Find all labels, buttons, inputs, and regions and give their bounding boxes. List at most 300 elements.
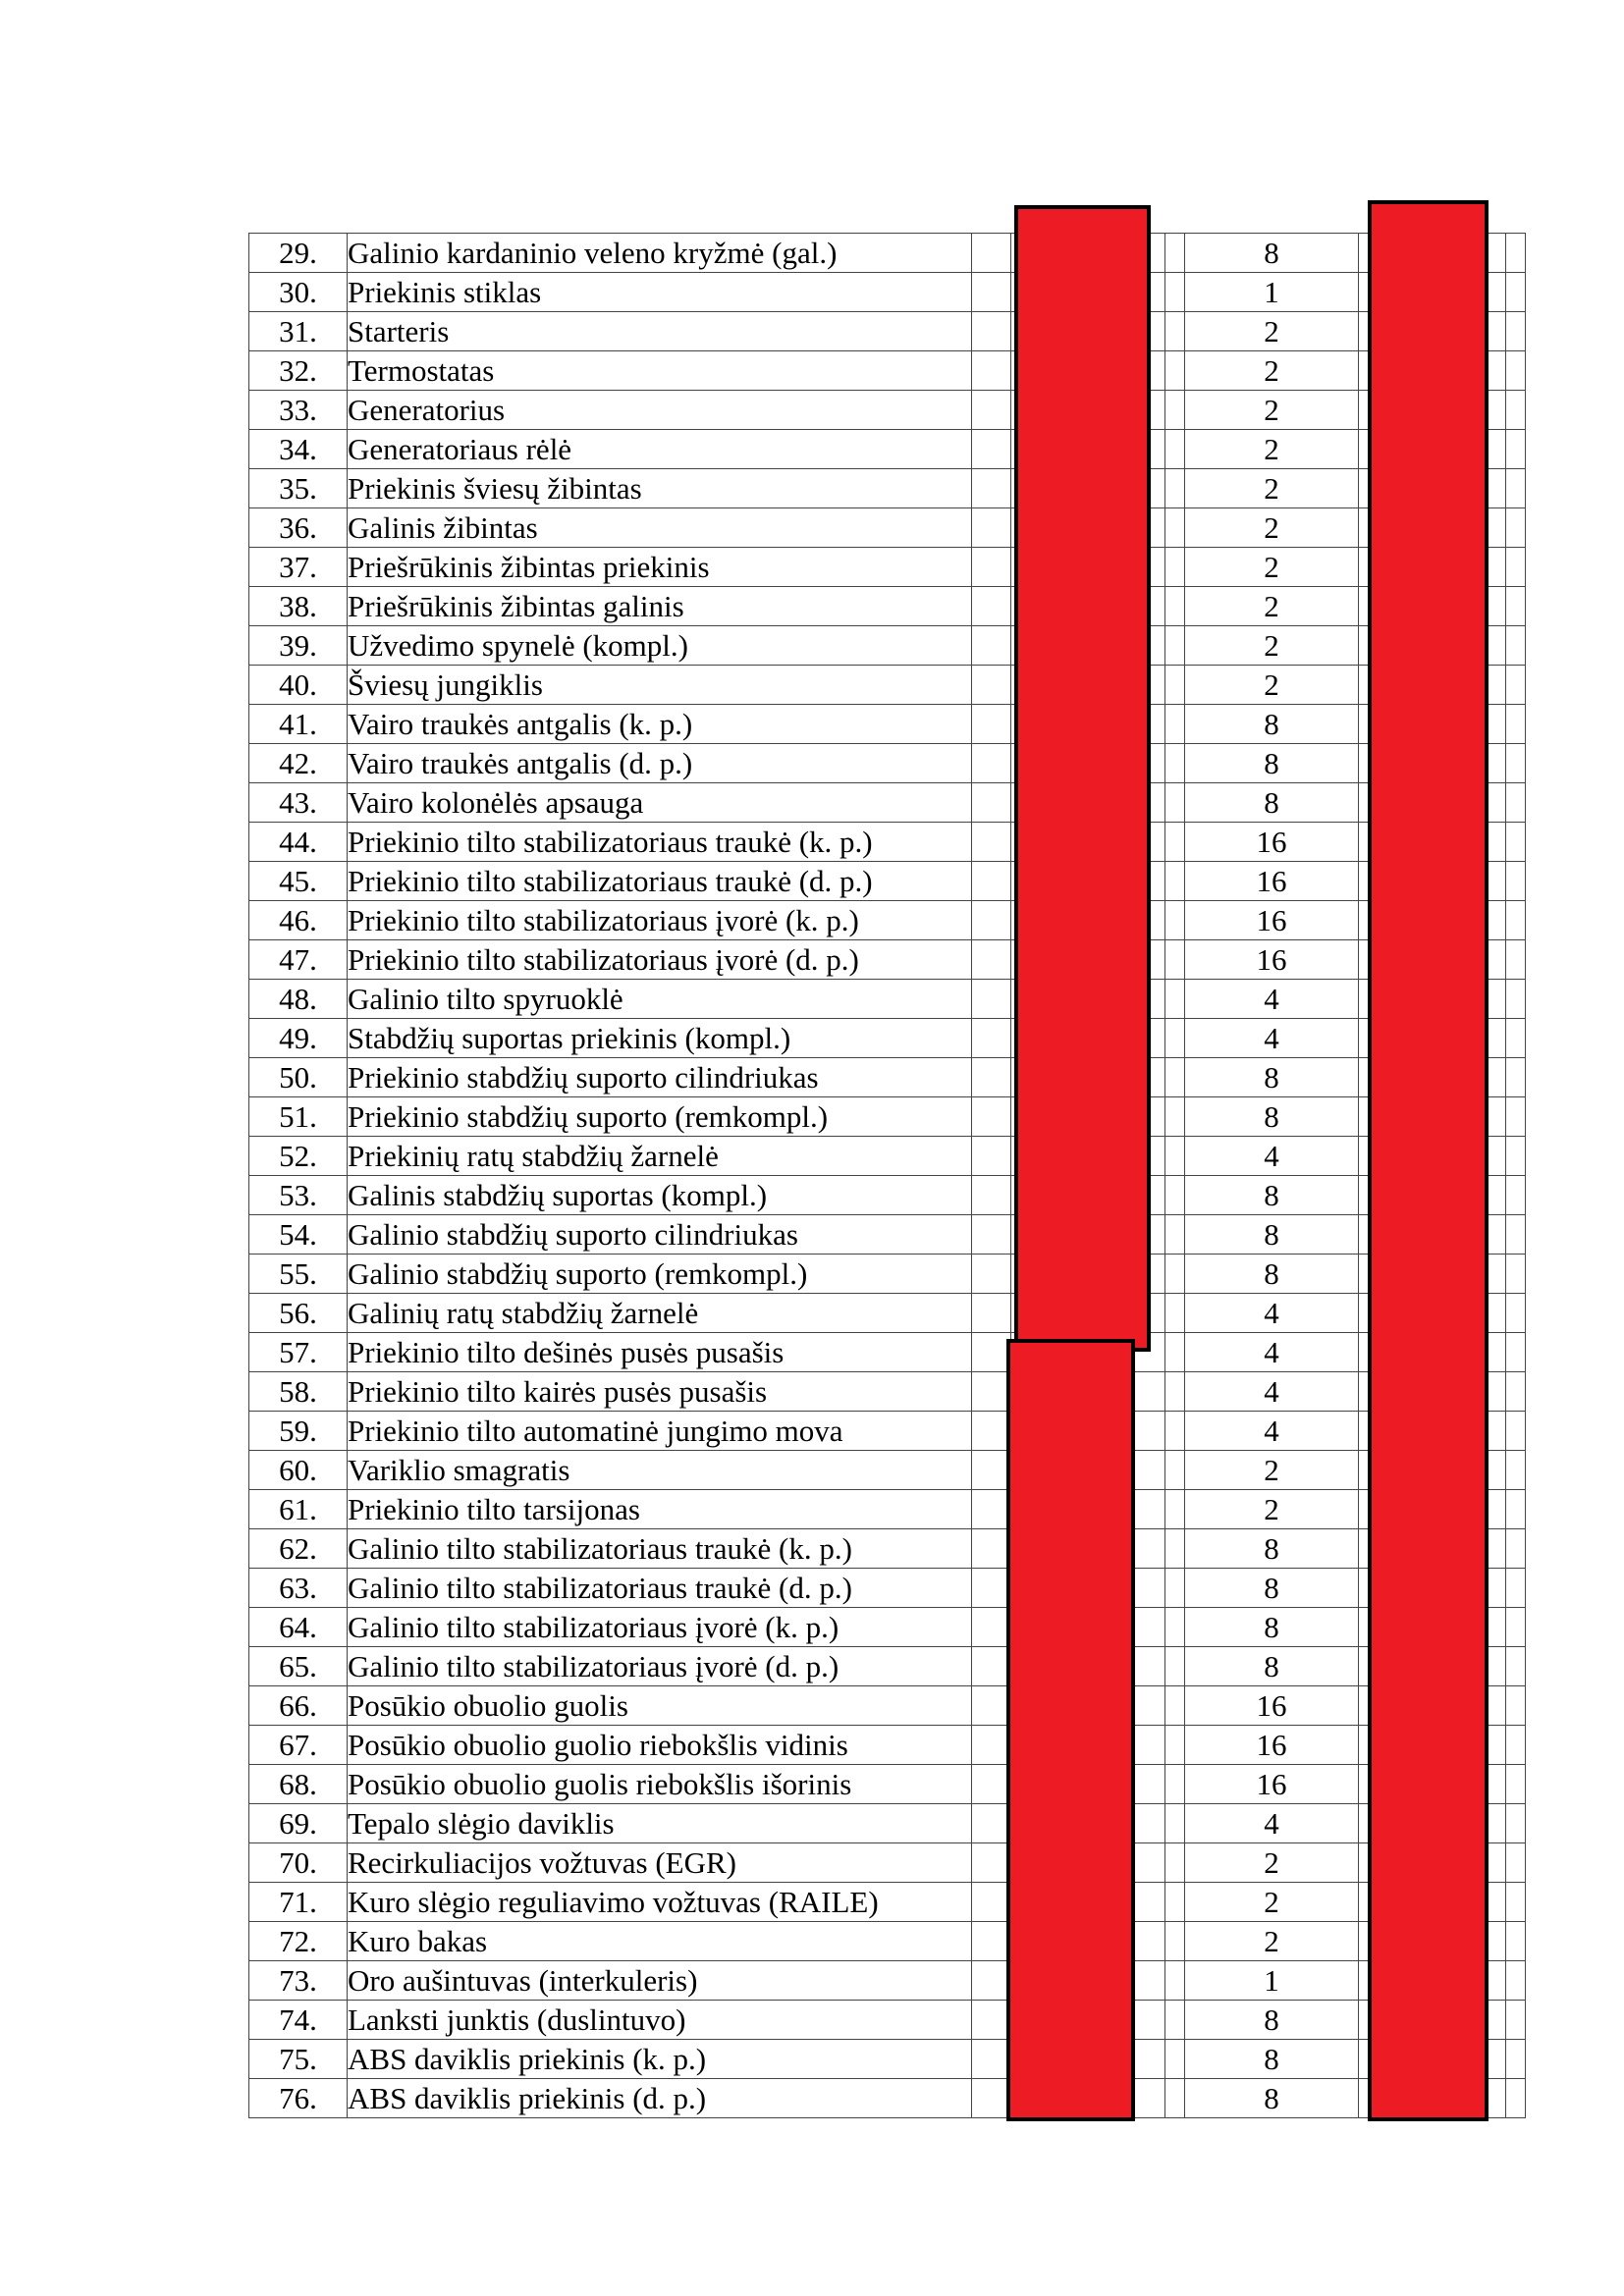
empty-cell [1165,783,1185,823]
empty-cell [1165,1412,1185,1451]
empty-cell [1165,2040,1185,2079]
empty-cell [1165,862,1185,901]
empty-cell [1165,234,1185,273]
empty-cell [1165,1726,1185,1765]
quantity: 16 [1185,862,1359,901]
empty-cell [1165,940,1185,980]
empty-cell [972,1412,1011,1451]
empty-cell [972,862,1011,901]
parts-table-body [249,234,1526,2118]
empty-cell [1165,980,1185,1019]
part-name: Priešrūkinis žibintas priekinis [348,548,972,587]
empty-cell [1506,1176,1526,1215]
part-name: Priekinio stabdžių suporto cilindriukas [348,1058,972,1097]
quantity: 2 [1185,351,1359,391]
empty-cell [1165,1137,1185,1176]
quantity: 8 [1185,1176,1359,1215]
row-number: 41. [249,705,348,744]
empty-cell [1506,430,1526,469]
empty-cell [972,548,1011,587]
table-row [249,1843,1526,1883]
part-name: Priekinio stabdžių suporto (remkompl.) [348,1097,972,1137]
quantity: 2 [1185,587,1359,626]
empty-cell [972,1490,1011,1529]
quantity: 2 [1185,312,1359,351]
quantity: 8 [1185,2079,1359,2118]
row-number: 37. [249,548,348,587]
empty-cell [1165,901,1185,940]
empty-cell [1165,1097,1185,1137]
empty-cell [1506,1019,1526,1058]
empty-cell [1506,1843,1526,1883]
empty-cell [972,1922,1011,1961]
row-number: 66. [249,1686,348,1726]
part-name: Recirkuliacijos vožtuvas (EGR) [348,1843,972,1883]
empty-cell [972,1176,1011,1215]
empty-cell [1165,1922,1185,1961]
redaction-block-right [1368,200,1489,2121]
empty-cell [1506,1726,1526,1765]
empty-cell [1506,1097,1526,1137]
empty-cell [972,626,1011,666]
part-name: Priekinio tilto dešinės pusės pusašis [348,1333,972,1372]
empty-cell [1165,1961,1185,2001]
empty-cell [1506,1451,1526,1490]
table-row [249,1333,1526,1372]
part-name: Priekinio tilto kairės pusės pusašis [348,1372,972,1412]
part-name: Posūkio obuolio guolis riebokšlis išorinis [348,1765,972,1804]
table-row [249,744,1526,783]
part-name: Generatorius [348,391,972,430]
table-row [249,1569,1526,1608]
empty-cell [972,2079,1011,2118]
empty-cell [1506,2079,1526,2118]
empty-cell [972,1569,1011,1608]
quantity: 8 [1185,783,1359,823]
part-name: Priekinio tilto stabilizatoriaus traukė (k. p.) [348,823,972,862]
row-number: 43. [249,783,348,823]
empty-cell [1506,2001,1526,2040]
empty-cell [1165,1333,1185,1372]
empty-cell [972,1372,1011,1412]
row-number: 31. [249,312,348,351]
table-row [249,1608,1526,1647]
empty-cell [1165,626,1185,666]
row-number: 76. [249,2079,348,2118]
row-number: 74. [249,2001,348,2040]
quantity: 8 [1185,1647,1359,1686]
empty-cell [972,901,1011,940]
empty-cell [1165,312,1185,351]
empty-cell [972,980,1011,1019]
part-name: Priešrūkinis žibintas galinis [348,587,972,626]
part-name: Galinio stabdžių suporto cilindriukas [348,1215,972,1255]
empty-cell [1165,1608,1185,1647]
empty-cell [1506,862,1526,901]
quantity: 8 [1185,2040,1359,2079]
table-row [249,1294,1526,1333]
empty-cell [1165,1451,1185,1490]
empty-cell [1165,1765,1185,1804]
empty-cell [1506,2040,1526,2079]
table-row [249,430,1526,469]
part-name: Kuro slėgio reguliavimo vožtuvas (RAILE) [348,1883,972,1922]
part-name: Posūkio obuolio guolis [348,1686,972,1726]
row-number: 44. [249,823,348,862]
empty-cell [972,1608,1011,1647]
quantity: 2 [1185,1490,1359,1529]
quantity: 2 [1185,548,1359,587]
table-row [249,312,1526,351]
empty-cell [972,823,1011,862]
empty-cell [1506,1412,1526,1451]
part-name: Priekinio tilto automatinė jungimo mova [348,1412,972,1451]
empty-cell [1165,391,1185,430]
part-name: Oro aušintuvas (interkuleris) [348,1961,972,2001]
empty-cell [1506,1058,1526,1097]
row-number: 68. [249,1765,348,1804]
quantity: 16 [1185,823,1359,862]
empty-cell [972,940,1011,980]
empty-cell [1165,1569,1185,1608]
table-row [249,862,1526,901]
empty-cell [972,1883,1011,1922]
table-row [249,1804,1526,1843]
empty-cell [972,1215,1011,1255]
empty-cell [1506,1372,1526,1412]
row-number: 30. [249,273,348,312]
row-number: 51. [249,1097,348,1137]
empty-cell [1165,508,1185,548]
empty-cell [972,234,1011,273]
empty-cell [1506,1686,1526,1726]
part-name: Galinio tilto stabilizatoriaus traukė (k. p.) [348,1529,972,1569]
row-number: 53. [249,1176,348,1215]
row-number: 65. [249,1647,348,1686]
empty-cell [972,1294,1011,1333]
quantity: 1 [1185,1961,1359,2001]
row-number: 67. [249,1726,348,1765]
quantity: 16 [1185,1726,1359,1765]
part-name: Termostatas [348,351,972,391]
empty-cell [1506,1647,1526,1686]
row-number: 60. [249,1451,348,1490]
row-number: 42. [249,744,348,783]
empty-cell [972,1255,1011,1294]
empty-cell [972,1804,1011,1843]
part-name: Priekinis stiklas [348,273,972,312]
empty-cell [1165,1215,1185,1255]
empty-cell [1506,234,1526,273]
quantity: 16 [1185,1765,1359,1804]
part-name: Lanksti junktis (duslintuvo) [348,2001,972,2040]
empty-cell [1165,1058,1185,1097]
part-name: Vairo traukės antgalis (d. p.) [348,744,972,783]
empty-cell [1506,351,1526,391]
empty-cell [972,1019,1011,1058]
row-number: 34. [249,430,348,469]
empty-cell [972,391,1011,430]
empty-cell [1165,744,1185,783]
empty-cell [972,1726,1011,1765]
empty-cell [1506,1490,1526,1529]
empty-cell [1165,1490,1185,1529]
empty-cell [972,1765,1011,1804]
table-row [249,1137,1526,1176]
table-row [249,940,1526,980]
part-name: Tepalo slėgio daviklis [348,1804,972,1843]
empty-cell [1506,1569,1526,1608]
table-row [249,1097,1526,1137]
row-number: 52. [249,1137,348,1176]
table-row [249,1412,1526,1451]
empty-cell [972,1647,1011,1686]
part-name: ABS daviklis priekinis (d. p.) [348,2079,972,2118]
part-name: Priekinio tilto stabilizatoriaus įvorė (d. p.) [348,940,972,980]
quantity: 16 [1185,1686,1359,1726]
empty-cell [1506,705,1526,744]
empty-cell [1506,666,1526,705]
table-row [249,1765,1526,1804]
empty-cell [972,1961,1011,2001]
empty-cell [1506,1137,1526,1176]
quantity: 4 [1185,1372,1359,1412]
quantity: 2 [1185,1883,1359,1922]
table-row [249,469,1526,508]
part-name: Galinio tilto stabilizatoriaus įvorė (k. p.) [348,1608,972,1647]
table-row [249,234,1526,273]
empty-cell [1506,469,1526,508]
empty-cell [1506,1215,1526,1255]
table-row [249,626,1526,666]
table-row [249,1490,1526,1529]
redaction-block-upper-left [1014,205,1151,1352]
part-name: Priekinis šviesų žibintas [348,469,972,508]
part-name: Posūkio obuolio guolio riebokšlis vidinis [348,1726,972,1765]
empty-cell [1165,1255,1185,1294]
part-name: Galinio tilto stabilizatoriaus įvorė (d. p.) [348,1647,972,1686]
quantity: 16 [1185,940,1359,980]
empty-cell [972,1529,1011,1569]
empty-cell [1506,626,1526,666]
empty-cell [972,2001,1011,2040]
part-name: Starteris [348,312,972,351]
table-row [249,1883,1526,1922]
empty-cell [972,1058,1011,1097]
empty-cell [1506,1765,1526,1804]
quantity: 4 [1185,1412,1359,1451]
row-number: 54. [249,1215,348,1255]
empty-cell [1165,1647,1185,1686]
part-name: Galinis žibintas [348,508,972,548]
empty-cell [1506,1529,1526,1569]
empty-cell [1506,391,1526,430]
table-row [249,1019,1526,1058]
part-name: Galinio kardaninio veleno kryžmė (gal.) [348,234,972,273]
part-name: Stabdžių suportas priekinis (kompl.) [348,1019,972,1058]
table-row [249,548,1526,587]
empty-cell [1165,1294,1185,1333]
part-name: Priekinio tilto stabilizatoriaus įvorė (k. p.) [348,901,972,940]
table-row [249,1176,1526,1215]
empty-cell [1165,666,1185,705]
table-row [249,980,1526,1019]
empty-cell [1165,587,1185,626]
table-row [249,1372,1526,1412]
empty-cell [1506,508,1526,548]
part-name: Variklio smagratis [348,1451,972,1490]
table-row [249,1451,1526,1490]
quantity: 4 [1185,1019,1359,1058]
empty-cell [1506,980,1526,1019]
quantity: 8 [1185,2001,1359,2040]
row-number: 72. [249,1922,348,1961]
row-number: 71. [249,1883,348,1922]
quantity: 8 [1185,1097,1359,1137]
empty-cell [972,666,1011,705]
row-number: 39. [249,626,348,666]
table-row [249,666,1526,705]
row-number: 75. [249,2040,348,2079]
quantity: 8 [1185,1529,1359,1569]
table-row [249,587,1526,626]
quantity: 8 [1185,1608,1359,1647]
table-row [249,1647,1526,1686]
row-number: 58. [249,1372,348,1412]
table-row [249,1922,1526,1961]
empty-cell [972,1333,1011,1372]
row-number: 64. [249,1608,348,1647]
part-name: Generatoriaus rėlė [348,430,972,469]
row-number: 50. [249,1058,348,1097]
row-number: 32. [249,351,348,391]
quantity: 4 [1185,1294,1359,1333]
empty-cell [1506,940,1526,980]
parts-table [248,233,1526,2118]
quantity: 2 [1185,1843,1359,1883]
quantity: 16 [1185,901,1359,940]
table-row [249,1058,1526,1097]
empty-cell [972,273,1011,312]
empty-cell [972,783,1011,823]
row-number: 70. [249,1843,348,1883]
part-name: ABS daviklis priekinis (k. p.) [348,2040,972,2079]
empty-cell [1506,1333,1526,1372]
quantity: 4 [1185,980,1359,1019]
table-row [249,1686,1526,1726]
quantity: 4 [1185,1333,1359,1372]
quantity: 8 [1185,705,1359,744]
quantity: 8 [1185,1215,1359,1255]
empty-cell [1506,1255,1526,1294]
row-number: 33. [249,391,348,430]
empty-cell [1506,1608,1526,1647]
empty-cell [972,1097,1011,1137]
empty-cell [1506,823,1526,862]
empty-cell [1165,1529,1185,1569]
part-name: Galinio tilto stabilizatoriaus traukė (d. p.) [348,1569,972,1608]
quantity: 2 [1185,469,1359,508]
table-row [249,1255,1526,1294]
table-row [249,273,1526,312]
part-name: Vairo traukės antgalis (k. p.) [348,705,972,744]
quantity: 2 [1185,1922,1359,1961]
row-number: 36. [249,508,348,548]
empty-cell [1165,1176,1185,1215]
quantity: 2 [1185,626,1359,666]
empty-cell [1506,587,1526,626]
empty-cell [1506,273,1526,312]
empty-cell [972,1843,1011,1883]
part-name: Galinio tilto spyruoklė [348,980,972,1019]
empty-cell [972,312,1011,351]
part-name: Galinio stabdžių suporto (remkompl.) [348,1255,972,1294]
row-number: 61. [249,1490,348,1529]
empty-cell [972,1451,1011,1490]
row-number: 47. [249,940,348,980]
row-number: 48. [249,980,348,1019]
quantity: 8 [1185,744,1359,783]
row-number: 55. [249,1255,348,1294]
empty-cell [1506,312,1526,351]
table-row [249,351,1526,391]
empty-cell [1165,548,1185,587]
empty-cell [1506,1294,1526,1333]
empty-cell [1165,1883,1185,1922]
empty-cell [972,705,1011,744]
empty-cell [972,1137,1011,1176]
table-row [249,2001,1526,2040]
empty-cell [972,508,1011,548]
empty-cell [972,2040,1011,2079]
empty-cell [1506,783,1526,823]
quantity: 2 [1185,430,1359,469]
table-row [249,783,1526,823]
quantity: 4 [1185,1804,1359,1843]
quantity: 8 [1185,1569,1359,1608]
row-number: 29. [249,234,348,273]
part-name: Priekinio tilto stabilizatoriaus traukė (d. p.) [348,862,972,901]
empty-cell [1165,351,1185,391]
table-row [249,508,1526,548]
empty-cell [1506,744,1526,783]
empty-cell [972,587,1011,626]
part-name: Užvedimo spynelė (kompl.) [348,626,972,666]
empty-cell [1165,1804,1185,1843]
empty-cell [1165,469,1185,508]
quantity: 1 [1185,273,1359,312]
row-number: 40. [249,666,348,705]
empty-cell [1165,430,1185,469]
part-name: Priekinio tilto tarsijonas [348,1490,972,1529]
row-number: 63. [249,1569,348,1608]
empty-cell [1165,273,1185,312]
empty-cell [1506,1804,1526,1843]
quantity: 4 [1185,1137,1359,1176]
empty-cell [972,430,1011,469]
empty-cell [1165,705,1185,744]
quantity: 8 [1185,1255,1359,1294]
empty-cell [1506,901,1526,940]
redaction-block-lower-left [1006,1339,1135,2121]
empty-cell [1165,2001,1185,2040]
row-number: 45. [249,862,348,901]
row-number: 56. [249,1294,348,1333]
table-row [249,2079,1526,2118]
quantity: 8 [1185,234,1359,273]
empty-cell [1165,823,1185,862]
empty-cell [972,469,1011,508]
